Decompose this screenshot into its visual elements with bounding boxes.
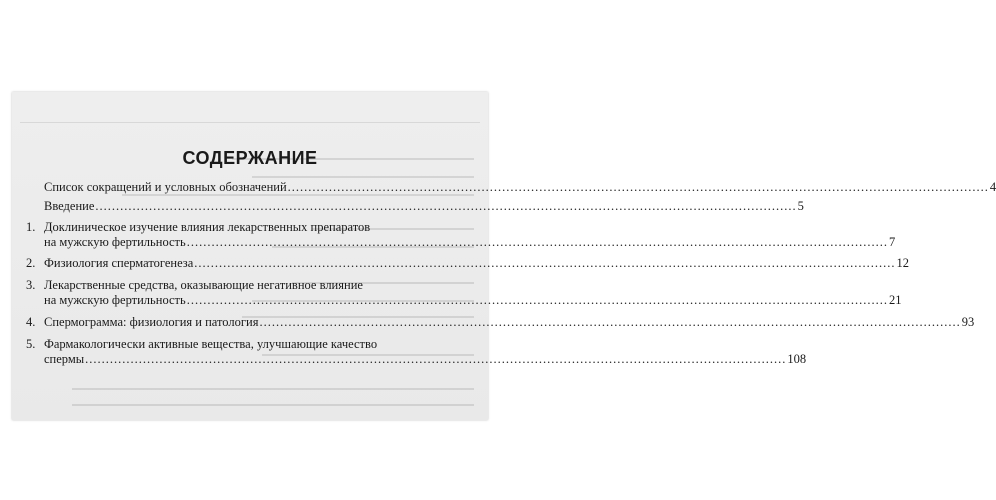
toc-entry-number: 1.	[26, 220, 36, 234]
toc-entry-chapter-1	[26, 220, 896, 250]
toc-entry-title: Введение	[44, 199, 95, 213]
dot-leader	[95, 199, 796, 214]
toc-entry-title: Список сокращений и условных обозначений	[44, 180, 287, 194]
toc-entry-title: Доклиническое изучение влияния лекарственных препаратов	[44, 220, 371, 234]
dot-leader	[259, 315, 960, 330]
toc-entry-number: 5.	[26, 337, 36, 351]
toc-entry-chapter-3	[26, 278, 902, 308]
dot-leader	[194, 256, 895, 271]
dot-leader	[85, 352, 786, 367]
toc-entry-title-continued: на мужскую фертильность	[44, 235, 186, 249]
table-of-contents	[26, 180, 996, 367]
toc-entry-title-continued: на мужскую фертильность	[44, 293, 186, 307]
toc-entry-introduction	[26, 199, 804, 214]
toc-entry-page: 5	[797, 199, 804, 213]
toc-entry-page: 93	[961, 315, 975, 329]
toc-entry-title: Спермограмма: физиология и патология	[44, 315, 259, 329]
toc-entry-number: 4.	[26, 315, 36, 329]
toc-entry-page: 4	[989, 180, 996, 194]
toc-entry-title: Физиология сперматогенеза	[44, 256, 194, 270]
toc-entry-title: Фармакологически активные вещества, улучшающие качество	[44, 337, 378, 351]
page-title: СОДЕРЖАНИЕ	[182, 148, 318, 168]
toc-entry-page: 7	[888, 235, 896, 249]
toc-entry-page: 108	[787, 352, 807, 366]
toc-entry-title: Лекарственные средства, оказывающие негативное влияние	[44, 278, 363, 292]
dot-leader	[187, 235, 888, 250]
toc-entry-number: 2.	[26, 256, 36, 270]
toc-entry-number: 3.	[26, 278, 36, 292]
toc-entry-chapter-5	[26, 337, 807, 367]
toc-entry-abbreviations	[26, 180, 996, 195]
toc-entry-title-continued: спермы	[44, 352, 85, 366]
toc-entry-chapter-2	[26, 256, 910, 271]
book-page	[12, 92, 996, 420]
dot-leader	[187, 293, 888, 308]
toc-entry-page: 21	[888, 293, 902, 307]
dot-leader	[288, 180, 989, 195]
toc-entry-page: 12	[896, 256, 910, 270]
toc-entry-chapter-4	[26, 315, 975, 330]
